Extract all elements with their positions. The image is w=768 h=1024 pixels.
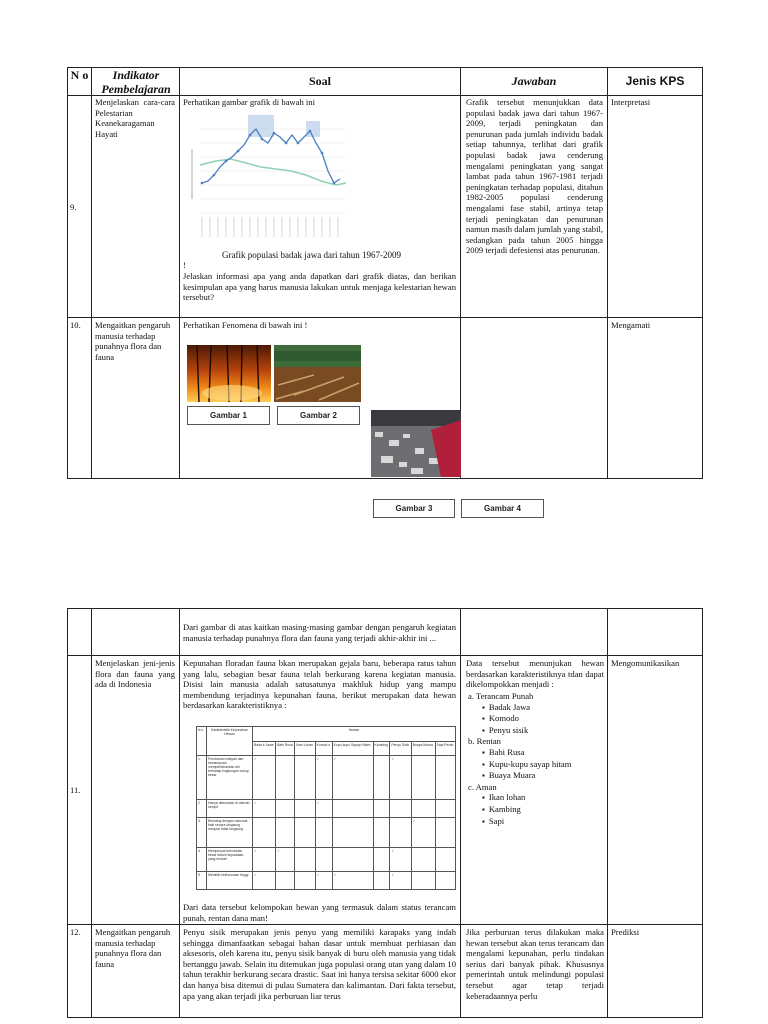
population-chart <box>186 109 356 249</box>
mini-col-header: Kambing <box>373 741 390 756</box>
check-mark: ✓ <box>390 848 411 872</box>
row-10-soal-intro: Perhatikan Fenomena di bawah ini ! <box>183 320 308 330</box>
row-11-jawaban-intro: Data tersebut menunjukan hewan berdasarkan karakteristiknya tdan dapat dikelompokkan menjadi : <box>466 658 604 690</box>
header-jenis-kps: Jenis KPS <box>625 74 685 88</box>
mini-col-header: Ikan Lohan <box>295 741 315 756</box>
row-12-jawaban: Jika perburuan terus dilakukan maka hewan tersebut akan terus terancam dan mengalami kepunahan, perlu tindakan serius dari banyak pihak. Khususnya pemerintah untuk melindungi populasi tersebut agar tetap terjadi keberadaannya perlu <box>466 927 604 1001</box>
chart-highlight <box>306 121 320 137</box>
header-indikator: Indikator Pembelajaran <box>101 68 171 96</box>
row-11-jenis-kps: Mengomunikasikan <box>611 658 680 668</box>
mini-row-no: 4. <box>197 848 207 872</box>
mini-row-karakteristik: Bersaing dengan manusia baik secara langsung maupun tidak langsung <box>207 818 253 848</box>
list-item: ▪ Kambing <box>482 804 604 816</box>
mini-row-karakteristik: Memiliki kekhususan tinggi <box>207 872 253 890</box>
group-a-list <box>482 702 604 737</box>
group-b-list <box>482 747 604 782</box>
mini-col-header: Babi Rusa <box>276 741 295 756</box>
check-mark: ✓ <box>253 872 276 890</box>
group-a-label: a. Terancam Punah <box>468 691 534 701</box>
row-9-soal-bang: ! <box>183 260 186 270</box>
row-11-jawaban-groups <box>468 691 604 827</box>
mini-header-hewan: Hewan <box>253 727 456 742</box>
row-10-indikator: Mengaitkan pengaruh manusia terhadap punahnya flora dan fauna <box>95 320 171 362</box>
check-mark: ✓ <box>332 756 373 800</box>
list-item: ▪ Sapi <box>482 816 604 828</box>
header-soal: Soal <box>308 74 331 88</box>
gambar-3-label: Gambar 3 <box>373 499 455 518</box>
mini-row-no: 5. <box>197 872 207 890</box>
row-11-soal-after: Dari data tersebut kelompokan hewan yang termasuk dalam status terancam punah, rentan dana man! <box>183 902 456 923</box>
row-10-jenis-kps: Mengamati <box>611 320 651 330</box>
mini-row-no: 3. <box>197 818 207 848</box>
check-mark: ✓ <box>390 872 411 890</box>
row-12-indikator: Mengaitkan pengaruh manusia terhadap punahnya flora dan fauna <box>95 927 171 969</box>
mini-col-header: Sapi Perah <box>435 741 455 756</box>
mini-header-no: N o <box>197 727 207 756</box>
list-item: ▪ Babi Rusa <box>482 747 604 759</box>
check-mark: ✓ <box>390 756 411 800</box>
row-9-indikator: Menjelaskan cara-cara Pelestarian Keanekaragaman Hayati <box>95 97 175 139</box>
continuation-text: Dari gambar di atas kaitkan masing-masing gambar dengan pengaruh kegiatan manusia terhadap punahnya flora dan fauna yang terjadi akhir-akhir ini ... <box>183 622 456 643</box>
mini-col-header: Komod o <box>315 741 332 756</box>
row-9-jawaban: Grafik tersebut menunjukkan data populasi badak jawa dari tahun 1967-2009, terjadi peningkatan dan penurunan pada jumlah individu badak setiap tahunnya, terlihat dari grafik populasi badak jawa cenderung mengalami peningkatan yang sangat lambat pada tahun 1967-1981 terjadi peningkatan terhadap populasi, ditahun 1982-2005 populasi cenderung mengalami fase stabil, artinya tetap terjadi peningkatan dan penurunan namun masih dalam jumlah yang stabil, sedangkan pada tahun 2005 hingga 2009 terjadi defesiensi atas penurunan. <box>466 97 603 256</box>
row-9-soal-question: Jelaskan informasi apa yang anda dapatkan dari grafik diatas, dan berikan kesimpulan apa yang harus manusia lakukan untuk menjaga kelestarian hewan tersebut? <box>183 271 456 303</box>
check-mark: ✓ <box>332 872 373 890</box>
group-c-list <box>482 792 604 827</box>
row-12-jenis-kps: Prediksi <box>611 927 640 937</box>
mini-row-karakteristik: Hanya ditemukan di daerah sempit <box>207 800 253 818</box>
row-11-indikator: Menjelaskan jeni-jenis flora dan fauna yang ada di Indonesia <box>95 658 175 690</box>
gambar-4-label: Gambar 4 <box>461 499 544 518</box>
row-12-number: 12. <box>70 927 81 937</box>
header-jawaban: Jawaban <box>511 74 557 88</box>
mini-row-karakteristik: Perubahan wilayah dan kemampuan mempertahankan diri terhadap lingkungan cukup besar <box>207 756 253 800</box>
mini-row-no: 2. <box>197 800 207 818</box>
group-c-label: c. Aman <box>468 781 497 792</box>
header-no: N o <box>70 68 89 82</box>
row-11-soal-text: Kepunahan floradan fauna bkan merupakan gejala baru, beberapa ratus tahun yang lalu, sebagian besar fauna telah berkurang karena kegiatan manusia. Disisi lain manusia adalah satusatunya makhluk hidup yang mampu membendung terjadinya kepunahan fauna, berikut merupakan data hewan berdasarkan karakteristiknya : <box>183 658 456 711</box>
check-mark: ✓ <box>253 848 276 872</box>
forest-fire-image <box>187 345 271 402</box>
mini-col-header: Penyu Sisik <box>390 741 411 756</box>
mini-col-header: Buaya Muara <box>411 741 435 756</box>
row-11-number: 11. <box>70 785 81 795</box>
animal-characteristics-table <box>196 726 456 890</box>
check-mark: ✓ <box>253 800 276 818</box>
list-item: ▪ Ikan lohan <box>482 792 604 804</box>
gambar-1-label: Gambar 1 <box>187 406 270 425</box>
list-item: ▪ Penyu sisik <box>482 725 604 737</box>
row-12-soal-text: Penyu sisik merupakan jenis penyu yang memiliki karapaks yang indah sehingga dimanfaatkan sebagai bahan dasar untuk membuat perhiasan dan aksesoris, oleh karena itu, penyu sisik banyak di buru oleh manusia yang tidak bertanggu jawab. Selain itu ditemukan juga populasi orang utan yang dalam 10 tahun terakhir berkurang secara drastic. Saat ini hanya tersisa sekitar 6000 ekor dan hanya bisa ditemui di pulau Sumatera dan kalimantan. Dari fakta tersebut, apa yang akan terjadi jika perburuan liar terus <box>183 927 456 1001</box>
list-item: ▪ Komodo <box>482 713 604 725</box>
logged-forest-image <box>274 345 361 402</box>
row-9-jenis-kps: Interpretasi <box>611 97 651 107</box>
river-garbage-image <box>371 410 461 477</box>
check-mark: ✓ <box>253 756 276 800</box>
check-mark: ✓ <box>315 756 332 800</box>
row-9-soal-intro: Perhatikan gambar grafik di bawah ini <box>183 97 315 107</box>
mini-header-karakteristik: Karakteristik Kepunahan Hewan <box>207 727 253 756</box>
check-mark: ✓ <box>315 872 332 890</box>
list-item: ▪ Kupu-kupu sayap hitam <box>482 759 604 771</box>
check-mark: ✓ <box>315 800 332 818</box>
group-b-label: b. Rentan <box>468 736 501 747</box>
mini-row-no: 1. <box>197 756 207 800</box>
gambar-2-label: Gambar 2 <box>277 406 360 425</box>
chart-caption: Grafik populasi badak jawa dari tahun 1967-2009 <box>222 250 401 260</box>
row-10-number: 10. <box>70 320 81 330</box>
check-mark: ✓ <box>411 818 435 848</box>
list-item: ▪ Buaya Muara <box>482 770 604 782</box>
mini-col-header: Bada k Jawa <box>253 741 276 756</box>
row-9-number: 9. <box>70 202 77 212</box>
list-item: ▪ Badak Jawa <box>482 702 604 714</box>
check-mark: ✓ <box>276 848 295 872</box>
mini-row-karakteristik: Mempunyai kebutuhan besar dalam kepadatan yang rendah <box>207 848 253 872</box>
mini-col-header: Kupu-kupu Sayap Hitam <box>332 741 373 756</box>
